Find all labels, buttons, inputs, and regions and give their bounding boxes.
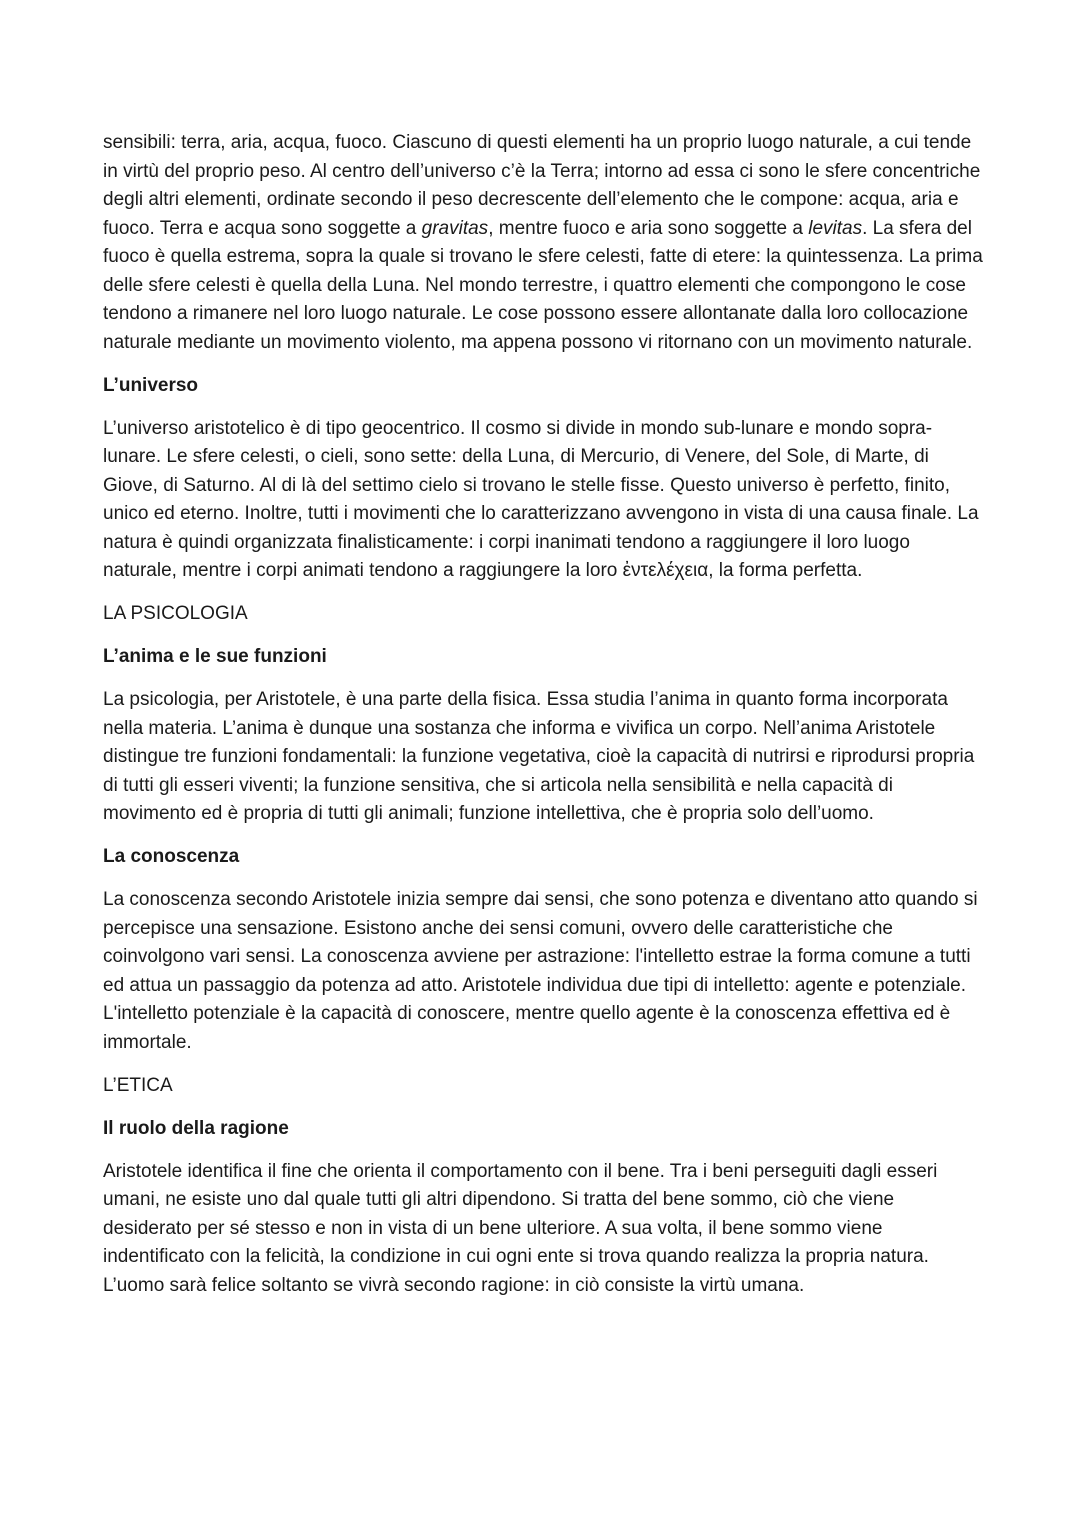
heading-conoscenza: La conoscenza [103, 846, 240, 867]
paragraph-universo: L’universo aristotelico è di tipo geocentrico. Il cosmo si divide in mondo sub-lunare e mondo sopra-lunare. Le sfere celesti, o cieli, sono sette: della Luna, di Mercurio, di Venere, del Sole, di Marte, di Giove, di Saturno. Al di là del settimo cielo si trovano le stelle fisse. Questo universo è perfetto, finito, unico ed eterno. Inoltre, tutti i movimenti che lo caratterizzano avvengono in vista di una causa finale. La natura è quindi organizzata finalisticamente: i corpi inanimati tendono a raggiungere il loro luogo naturale, mentre i corpi animati tendono a raggiungere la loro ἐντελέχεια, la forma perfetta. [103, 417, 979, 581]
paragraph-elementi [103, 129, 983, 357]
heading-anima: L’anima e le sue funzioni [103, 646, 327, 667]
paragraph-conoscenza: La conoscenza secondo Aristotele inizia sempre dai sensi, che sono potenza e diventano atto quando si percepisce una sensazione. Esistono anche dei sensi comuni, ovvero delle caratteristiche che coinvolgono vari sensi. La conoscenza avviene per astrazione: l'intelletto estrae la forma comune a tutti ed attua un passaggio da potenza ad atto. Aristotele individua due tipi di intelletto: agente e potenziale. L'intelletto potenziale è la capacità di conoscere, mentre quello agente è la conoscenza effettiva ed è immortale. [103, 889, 978, 1053]
document-page [103, 129, 983, 1315]
section-title-psicologia: LA PSICOLOGIA [103, 603, 248, 624]
heading-universo: L’universo [103, 374, 199, 396]
italic-term-gravitas: gravitas [421, 217, 489, 239]
paragraph-text: . La sfera del fuoco è quella estrema, sopra la quale si trovano le sfere celesti, fatte di etere: la quintessenza. La prima delle sfere celesti è quella della Luna. Nel mondo terrestre, i quattro elementi che compongono le cose tendono a rimanere nel loro luogo naturale. Le cose possono essere allontanate dalla loro collocazione naturale mediante un movimento violento, ma appena possono vi ritornano con un movimento naturale. [103, 217, 983, 353]
paragraph-ragione: Aristotele identifica il fine che orienta il comportamento con il bene. Tra i beni perseguiti dagli esseri umani, ne esiste uno dal quale tutti gli altri dipendono. Si tratta del bene sommo, ciò che viene desiderato per sé stesso e non in vista di un bene ulteriore. A sua volta, il bene sommo viene indentificato con la felicità, la condizione in cui ogni ente si trova quando realizza la propria natura. L’uomo sarà felice soltanto se vivrà secondo ragione: in ciò consiste la virtù umana. [103, 1160, 938, 1296]
paragraph-text: , mentre fuoco e aria sono soggette a [488, 217, 809, 239]
section-title-etica: L’ETICA [103, 1074, 173, 1096]
paragraph-anima: La psicologia, per Aristotele, è una parte della fisica. Essa studia l’anima in quanto forma incorporata nella materia. L’anima è dunque una sostanza che informa e vivifica un corpo. Nell’anima Aristotele distingue tre funzioni fondamentali: la funzione vegetativa, cioè la capacità di nutrirsi e riprodursi propria di tutti gli esseri viventi; la funzione sensitiva, che si articola nella sensibilità e nella capacità di movimento ed è propria di tutti gli animali; funzione intellettiva, che è propria solo dell’uomo. [103, 689, 975, 824]
italic-term-levitas: levitas [808, 217, 863, 239]
heading-ragione: Il ruolo della ragione [103, 1117, 289, 1139]
paragraph-text: sensibili: terra, aria, acqua, fuoco. Ciascuno di questi elementi ha un proprio luogo naturale, a cui tende in virtù del proprio peso. Al centro dell’universo c’è la Terra; intorno ad essa ci sono le sfere concentriche degli altri elementi, ordinate secondo il peso decrescente dell’elemento che le compone: acqua, aria e fuoco. Terra e acqua sono soggette a [103, 132, 981, 239]
